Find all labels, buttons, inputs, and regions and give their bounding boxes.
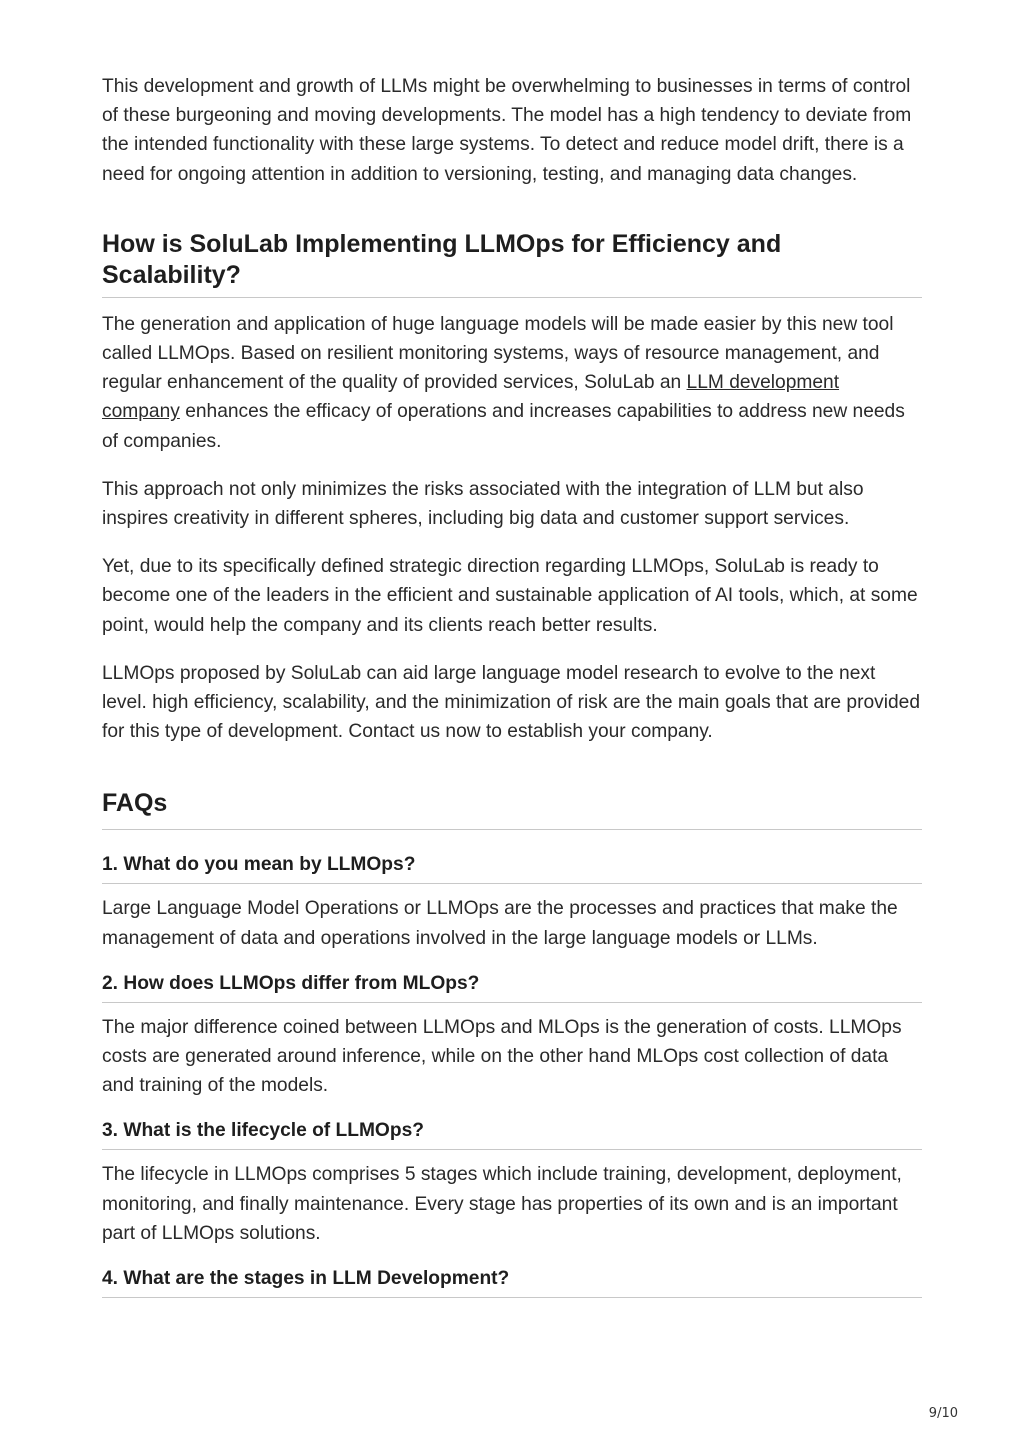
section-paragraph-4: LLMOps proposed by SoluLab can aid large language model research to evolve to the next level. high efficiency, scalability, and the minimization of risk are the main goals that are provided for this type of development. Contact us now to establish your company.: [102, 662, 921, 743]
llm-development-company-link[interactable]: LLM development company: [102, 372, 840, 423]
intro-paragraph: This development and growth of LLMs might be overwhelming to businesses in terms of control of these burgeoning and moving developments. The model has a high tendency to deviate from the intended functionality with these large systems. To detect and reduce model drift, there is a need for ongoing attention in addition to versioning, testing, and managing data changes.: [102, 76, 912, 185]
section-paragraph-3: Yet, due to its specifically defined strategic direction regarding LLMOps, SoluLab is ready to become one of the leaders in the efficient and sustainable application of AI tools, which, at some point, would help the company and its clients reach better results.: [102, 556, 918, 636]
document-content: [102, 72, 922, 1308]
faqs-heading: FAQs: [102, 788, 922, 830]
faq-question-1: 1. What do you mean by LLMOps?: [102, 853, 922, 884]
section-paragraph-1-text-before: The generation and application of huge language models will be made easier by this new tool called LLMOps. Based on resilient monitoring systems, ways of resource management, and regular enhancement of the quality of provided services, SoluLab an: [102, 313, 894, 394]
faq-question-4: 4. What are the stages in LLM Development?: [102, 1267, 922, 1298]
section-paragraph-1-text-after: enhances the efficacy of operations and increases capabilities to address new needs of companies.: [102, 401, 905, 452]
page-number: 9/10: [928, 1406, 958, 1421]
section-paragraph-2: This approach not only minimizes the risks associated with the integration of LLM but also inspires creativity in different spheres, including big data and customer support services.: [102, 478, 864, 530]
faq-answer-2: The major difference coined between LLMOps and MLOps is the generation of costs. LLMOps costs are generated around inference, while on the other hand MLOps cost collection of data and training of the models.: [102, 1016, 902, 1097]
section-paragraph-1: [102, 310, 922, 456]
faq-answer-1: Large Language Model Operations or LLMOps are the processes and practices that make the management of data and operations involved in the large language models or LLMs.: [102, 898, 898, 949]
faq-answer-3: The lifecycle in LLMOps comprises 5 stages which include training, development, deployment, monitoring, and finally maintenance. Every stage has properties of its own and is an important part of LLMOps solutions.: [102, 1164, 902, 1244]
section-heading: How is SoluLab Implementing LLMOps for Efficiency and Scalability?: [102, 229, 922, 298]
faq-question-2: 2. How does LLMOps differ from MLOps?: [102, 972, 922, 1003]
faq-question-3: 3. What is the lifecycle of LLMOps?: [102, 1119, 922, 1150]
